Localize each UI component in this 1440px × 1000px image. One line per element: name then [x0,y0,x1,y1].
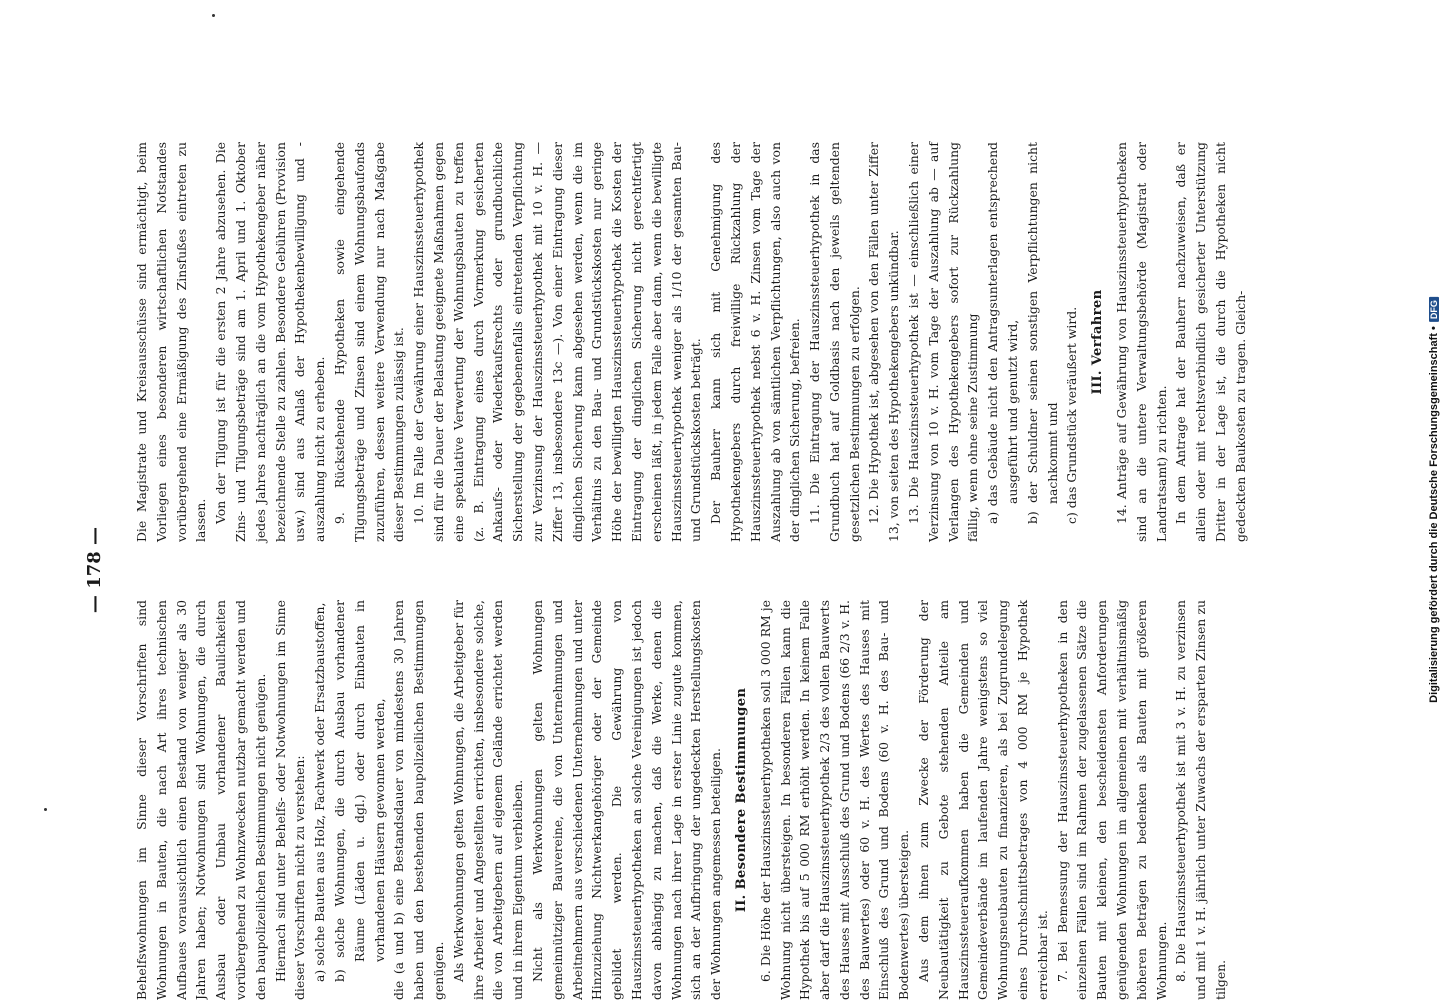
paragraph: 10. Im Falle der Gewährung einer Hauszinssteuerhypothek sind für die Dauer der Belastung geeignete Maßnahmen gegen eine spekulative Verwertung der Wohnungsbauten zu treffen (z. B. Eintragung eines durch Vormerkung gesicherten Ankaufs- oder Wiederkaufsrechts oder grundbuchliche Sicherstellung der gegebenenfalls eintretenden Verpflichtung zur Verzinsung der Hauszinssteuerhypothek mit 10 v. H. — Ziffer 13, insbesondere 13c —). Von einer Eintragung dieser dinglichen Sicherung kann abgesehen werden, wenn die im Verhältnis zu den Bau- und Grundstückskosten nur geringe Höhe der bewilligten Hauszinssteuerhypothek die Kosten der Eintragung der dinglichen Sicherung nicht gerechtfertigt erscheinen läßt, in jedem Falle aber dann, wenn die bewilligte Hauszinssteuerhypothek weniger als 1/10 der gesamten Bau- und Grundstückskosten beträgt. [411,142,704,542]
scan-speck [44,808,47,811]
paragraph: Behelfswohnungen im Sinne dieser Vorschriften sind Wohnungen in Bauten, die nach Art ihres technischen Aufbaues voraussichtlich einen Bestand von weniger als 30 Jahren haben; Notwohnungen sind Wohnungen, die durch Ausbau oder Umbau vorhandener Baulichkeiten vorübergehend zu Wohnzwecken nutzbar gemacht werden und den baupolizeilichen Bestimmungen nicht genügen. [134,600,268,1000]
paragraph: Hiernach sind unter Behelfs- oder Notwohnungen im Sinne dieser Vorschriften nicht zu verstehen: [272,600,308,1000]
credit-text: Digitalisierung gefördert durch die Deutsche Forschungsgemeinschaft • [1428,326,1440,703]
dfg-logo: DFG [1429,297,1439,322]
list-item: c) das Grundstück veräußert wird. [1064,306,1080,524]
digitization-credit [1428,297,1440,703]
paragraph: 13. Die Hauszinssteuerhypothek ist — einschließlich einer Verzinsung von 10 v. H. vom Tage der Auszahlung ab — auf Verlangen des Hypothekengebers sofort zur Rückzahlung fällig, wenn ohne seine Zustimmung [906,142,981,542]
list-item: b) solche Wohnungen, die durch Ausbau vorhandener Räume (Läden u. dgl.) oder durch Einbauten in vorhandenen Häusern gewonnen werden, [331,600,387,982]
paragraph: 11. Die Eintragung der Hauszinssteuerhypothek in das Grundbuch hat auf Goldbasis nach den jeweils geltenden gesetzlichen Bestimmungen zu erfolgen. [807,142,862,542]
paragraph: Der Bauherr kann sich mit Genehmigung des Hypothekengebers durch freiwillige Rückzahlung der Hauszinssteuerhypothek nebst 6 v. H. Zinsen vom Tage der Auszahlung ab von sämtlichen Verpflichtungen, also auch von der dinglichen Sicherung, befreien. [708,142,803,542]
paragraph: 12. Die Hypothek ist, abgesehen von den Fällen unter Ziffer 13, von seiten des Hypothekengebers unkündbar. [866,142,902,542]
section-heading: II. Besondere Bestimmungen [733,687,749,913]
scan-speck [212,14,215,17]
paragraph: Die Magistrate und Kreisausschüsse sind ermächtigt, beim Vorliegen eines besonderen wirtschaftlichen Notstandes vorübergehend eine Ermäßigung des Zinsfußes eintreten zu lassen. [134,142,209,542]
paragraph: Als Werkwohnungen gelten Wohnungen, die Arbeitgeber für ihre Arbeiter und Angestellten errichten, insbesondere solche, die von Arbeitgebern auf eigenem Gelände errichtet werden und in ihrem Eigentum verbleiben. [450,600,526,1000]
paragraph: Aus dem ihnen zum Zwecke der Förderung der Neubautätigkeit zu Gebote stehenden Anteile am Hauszinssteueraufkommen haben die Gemeinden und Gemeindeverbände im laufenden Jahre wenigstens so viel Wohnungsneubauten zu finanzieren, als bei Zugrundelegung eines Durchschnittsbetrages von 4 000 RM je Hypothek erreichbar ist. [916,600,1050,1000]
list-item: a) solche Bauten aus Holz, Fachwerk oder Ersatzbaustoffen, [312,602,328,982]
paragraph: 9. Rückstehende Hypotheken sowie eingehende Tilgungsbeträge und Zinsen sind einem Wohnungsbaufonds zuzuführen, dessen weitere Verwendung nur nach Maßgabe dieser Bestimmungen zulässig ist. [331,142,407,542]
page-number: — 178 — [84,526,105,614]
left-text-column [132,600,1231,1000]
paragraph: die (a und b) eine Bestandsdauer von mindestens 30 Jahren haben und den bestehenden baupolizeilichen Bestimmungen genügen. [391,600,446,1000]
list-item: b) der Schuldner seinen sonstigen Verpflichtungen nicht nachkommt und [1024,142,1060,524]
paragraph: 8. Die Hauszinssteuerhypothek ist mit 3 v. H. zu verzinsen und mit 1 v. H. jährlich unter Zuwachs der ersparten Zinsen zu tilgen. [1173,600,1229,1000]
list-item: a) das Gebäude nicht den Antragsunterlagen entsprechend ausgeführt und genutzt wird, [985,142,1021,524]
rotated-document-page [70,140,1300,1000]
paragraph: In dem Antrage hat der Bauherr nachzuweisen, daß er allein oder mit rechtsverbindlich gesicherter Unterstützung Dritter in der Lage ist, die durch die Hypotheken nicht gedeckten Baukosten zu tragen. Gleich- [1173,142,1248,542]
paragraph: 6. Die Höhe der Hauszinssteuerhypotheken soll 3 000 RM je Wohnung nicht übersteigen. In besonderen Fällen kann die Hypothek bis auf 5 000 RM erhöht werden. In keinem Falle aber darf die Hauszinssteuerhypothek 2/3 des vollen Bauwerts des Hauses mit Ausschluß des Grund und Bodens (66 2/3 v. H. des Bauwertes) oder 60 v. H. des Wertes des Hauses mit Einschluß des Grund und Bodens (60 v. H. des Bau- und Bodenwertes) übersteigen. [757,600,912,1000]
paragraph: 14. Anträge auf Gewährung von Hauszinssteuerhypotheken sind an die untere Verwaltungsbehörde (Magistrat oder Landratsamt) zu richten. [1114,142,1169,542]
paragraph: Nicht als Werkwohnungen gelten Wohnungen gemeinnütziger Bauvereine, die von Unternehmungen und Arbeitnehmern aus verschiedenen Unternehmungen und unter Hinzuziehung Nichtwerkangehöriger oder der Gemeinde gebildet werden. Die Gewährung von Hauszinssteuerhypotheken an solche Vereinigungen ist jedoch davon abhängig zu machen, daß die Werke, denen die Wohnungen nach ihrer Lage in erster Linie zugute kommen, sich an der Aufbringung der ungedeckten Herstellungskosten der Wohnungen angemessen beteiligen. [529,600,724,1000]
right-text-column [132,142,1251,542]
section-heading: III. Verfahren [1090,289,1106,395]
paragraph: Von der Tilgung ist für die ersten 2 Jahre abzusehen. Die Zins- und Tilgungsbeträge sind am 1. April und 1. Oktober jedes Jahres nachträglich an die vom Hypothekengeber näher bezeichnende Stelle zu zahlen. Besondere Gebühren (Provision usw.) sind aus Anlaß der Hypothekenbewilligung und -auszahlung nicht zu erheben. [213,142,328,542]
paragraph: 7. Bei Bemessung der Hauszinssteuerhypotheken in den einzelnen Fällen sind im Rahmen der zugelassenen Sätze die Bauten mit kleinen, den bescheidensten Anforderungen genügenden Wohnungen im allgemeinen mit verhältnismäßig höheren Beträgen zu bedenken als Bauten mit größeren Wohnungen. [1054,600,1169,1000]
